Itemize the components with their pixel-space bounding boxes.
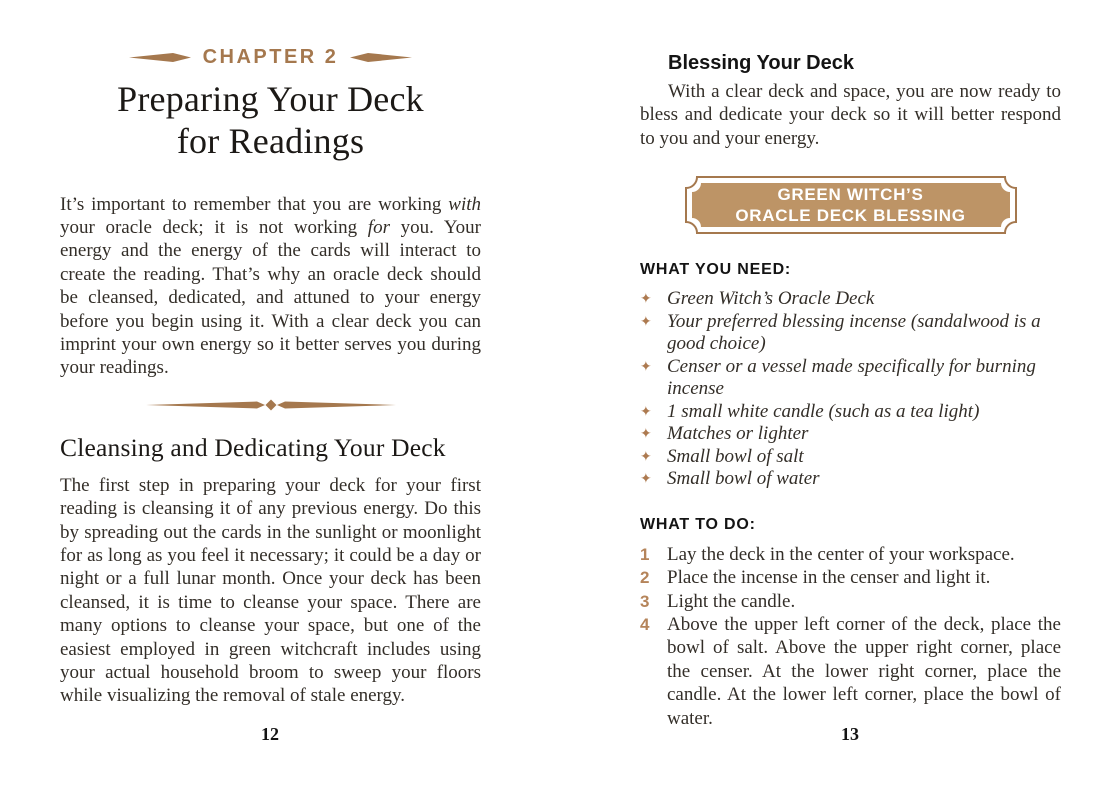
list-item <box>640 401 1061 424</box>
step-item <box>640 543 1061 566</box>
blessing-intro-paragraph: With a clear deck and space, you are now ready to bless and dedicate your deck so it will better respond to you and your energy. <box>640 81 1061 149</box>
list-item <box>640 311 1061 356</box>
star-bullet-icon: ✦ <box>640 358 652 375</box>
step-item <box>640 613 1061 730</box>
list-item <box>640 288 1061 311</box>
list-item-text: Your preferred blessing incense (sandalwood is a good choice) <box>667 310 1041 355</box>
chapter-ornament-left-icon <box>129 51 193 64</box>
steps-list <box>640 543 1061 730</box>
list-item-text: Matches or lighter <box>667 423 809 445</box>
step-text: Above the upper left corner of the deck, place the bowl of salt. Above the upper right corner, place the censer. At the lower right corner, place the candle. At the lower left corner, place the bowl of water. <box>667 613 1061 729</box>
intro-italic-with: with <box>448 193 481 215</box>
page-number-right: 13 <box>841 724 859 744</box>
what-you-need-label: WHAT YOU NEED: <box>640 261 792 279</box>
chapter-ornament-right-icon <box>348 51 412 64</box>
banner-title <box>683 174 1019 236</box>
step-text: Lay the deck in the center of your workspace. <box>667 543 1015 565</box>
blessing-heading: Blessing Your Deck <box>668 52 854 74</box>
chapter-label: CHAPTER 2 <box>202 46 339 68</box>
list-item <box>640 356 1061 401</box>
title-line-2: for Readings <box>176 120 365 161</box>
star-bullet-icon: ✦ <box>640 313 652 330</box>
step-number: 3 <box>640 591 650 611</box>
step-number: 4 <box>640 614 650 634</box>
intro-text: you. Your energy and the energy of the cards will interact to create the reading. That’s why an oracle deck should be cleansed, dedicated, and attuned to your energy before you begin using it. With a clear deck you can imprint your own energy so it better serves you during your readings. <box>60 216 481 379</box>
intro-italic-for: for <box>367 216 390 238</box>
intro-paragraph <box>60 193 481 380</box>
step-text: Light the candle. <box>667 590 796 612</box>
list-item <box>640 468 1061 491</box>
section-divider-icon <box>146 398 396 412</box>
right-page <box>640 52 1061 730</box>
page-number-left: 12 <box>261 724 279 744</box>
list-item-text: Small bowl of salt <box>667 445 804 467</box>
list-item <box>640 446 1061 469</box>
step-item <box>640 566 1061 589</box>
step-item <box>640 590 1061 613</box>
list-item <box>640 423 1061 446</box>
star-bullet-icon: ✦ <box>640 448 652 465</box>
section-paragraph: The first step in preparing your deck for your first reading is cleansing it of any previous energy. Do this by spreading out the cards in the sunlight or moonlight for as long as you feel it necessary; it could be a day or night or a full lunar month. Once your deck has been cleansed, it is time to cleanse your space. There are many options to cleanse your space, but one of the easiest employed in green witchcraft includes using your actual household broom to sweep your floors while visualizing the removal of stale energy. <box>60 474 481 707</box>
title-line-1: Preparing Your Deck <box>117 79 424 119</box>
step-number: 1 <box>640 544 650 564</box>
star-bullet-icon: ✦ <box>640 403 652 420</box>
page-title <box>60 79 481 163</box>
star-bullet-icon: ✦ <box>640 291 652 308</box>
star-bullet-icon: ✦ <box>640 471 652 488</box>
blessing-banner <box>683 174 1019 236</box>
banner-line-1: GREEN WITCH’S <box>777 185 924 205</box>
supplies-list <box>640 288 1061 491</box>
banner-line-2: ORACLE DECK BLESSING <box>735 206 966 226</box>
what-to-do-label: WHAT TO DO: <box>640 515 756 533</box>
intro-text: your oracle deck; it is not working <box>60 216 368 238</box>
section-heading: Cleansing and Dedicating Your Deck <box>60 432 446 462</box>
star-bullet-icon: ✦ <box>640 426 652 443</box>
intro-text: It’s important to remember that you are working <box>60 193 449 215</box>
chapter-header <box>60 46 481 69</box>
list-item-text: 1 small white candle (such as a tea light) <box>667 400 980 422</box>
list-item-text: Green Witch’s Oracle Deck <box>667 288 875 310</box>
list-item-text: Censer or a vessel made specifically for burning incense <box>667 355 1036 400</box>
step-text: Place the incense in the censer and light it. <box>667 567 991 589</box>
left-page <box>60 46 481 708</box>
step-number: 2 <box>640 568 650 588</box>
list-item-text: Small bowl of water <box>667 468 820 490</box>
